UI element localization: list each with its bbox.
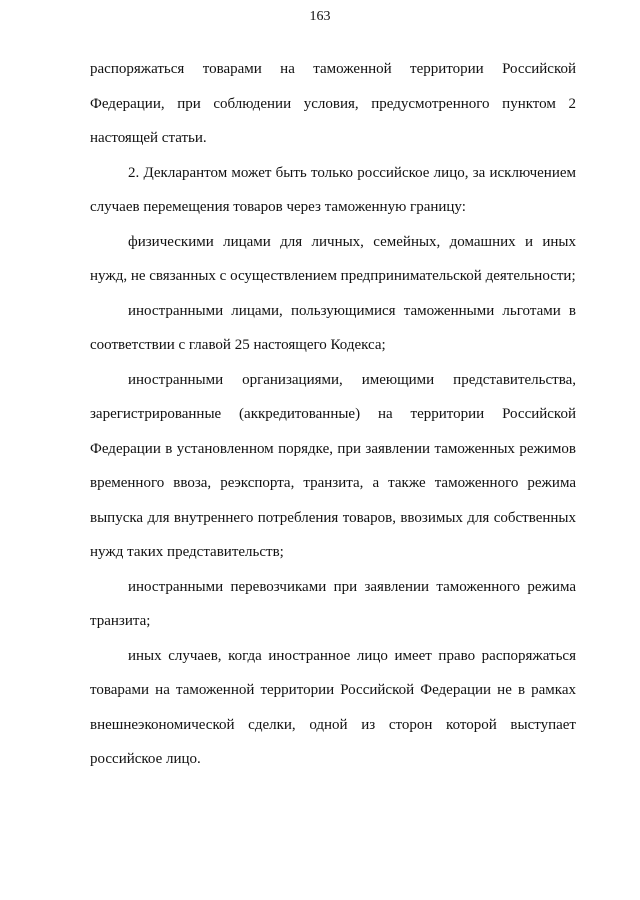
paragraph-foreign-persons: иностранными лицами, пользующимися таможенными льготами в соответствии с главой 25 настоящего Кодекса;: [90, 302, 576, 353]
document-body: [90, 52, 576, 777]
paragraph-clause-2: 2. Декларантом может быть только российское лицо, за исключением случаев перемещения товаров через таможенную границу:: [90, 164, 576, 215]
paragraph-continuation: распоряжаться товарами на таможенной территории Российской Федерации, при соблюдении условия, предусмотренного пунктом 2 настоящей статьи.: [90, 61, 576, 146]
paragraph-other-cases: иных случаев, когда иностранное лицо имеет право распоряжаться товарами на таможенной территории Российской Федерации не в рамках внешнеэкономической сделки, одной из сторон которой выступает российское лицо.: [90, 647, 576, 767]
page-number: 163: [309, 9, 331, 24]
paragraph-foreign-carriers: иностранными перевозчиками при заявлении таможенного режима транзита;: [90, 578, 576, 629]
paragraph-individuals: физическими лицами для личных, семейных, домашних и иных нужд, не связанных с осуществлением предпринимательской деятельности;: [90, 233, 576, 284]
paragraph-foreign-organizations: иностранными организациями, имеющими представительства, зарегистрированные (аккредитованные) на территории Российской Федерации в установленном порядке, при заявлении таможенных режимов временного ввоза, реэкспорта, транзита, а также таможенного режима выпуска для внутреннего потребления товаров, ввозимых для собственных нужд таких представительств;: [90, 371, 576, 560]
